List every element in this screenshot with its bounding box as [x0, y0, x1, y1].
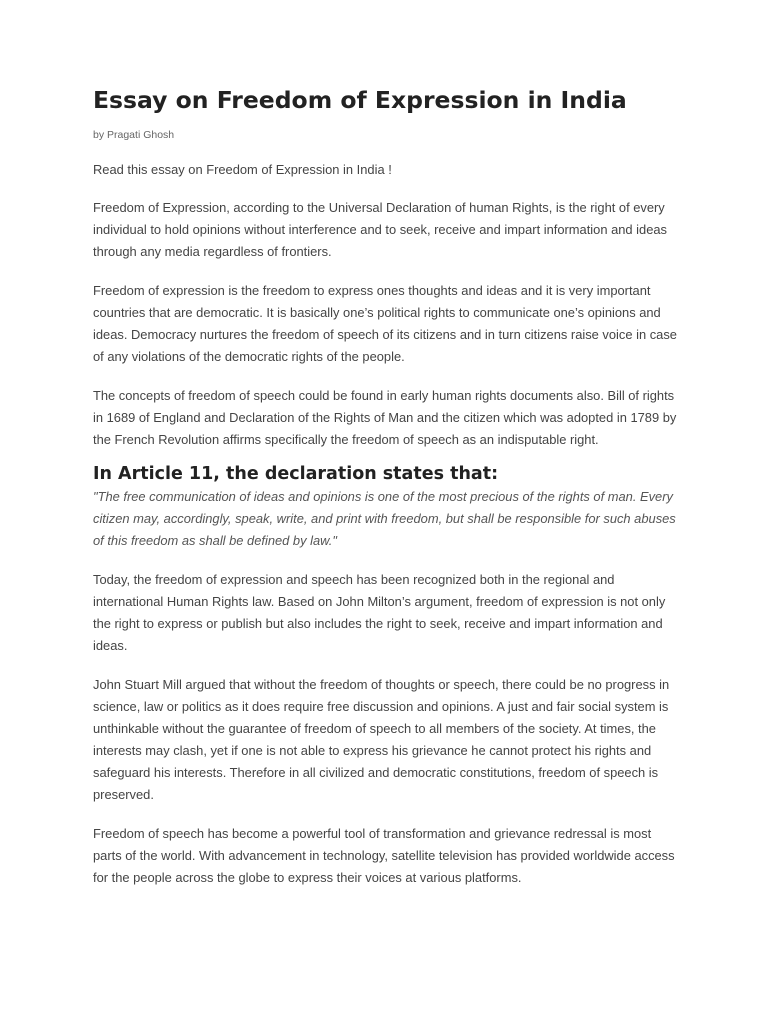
paragraph-5: John Stuart Mill argued that without the freedom of thoughts or speech, there could be no progress in science, law or politics as it does require free discussion and opinions. A just and fair social system is unthinkable without the guarantee of freedom of speech to all members of the society. At times, the interests may clash, yet if one is not able to express his grievance he cannot protect his rights and safeguard his interests. Therefore in all civilized and democratic constitutions, freedom of speech is preserved. [93, 677, 670, 802]
intro-paragraph: Read this essay on Freedom of Expression in India ! [93, 162, 392, 177]
article [93, 84, 683, 889]
declaration-quote: "The free communication of ideas and opinions is one of the most precious of the rights of man. Every citizen may, accordingly, speak, write, and print with freedom, but shall be responsible for such abuses of this freedom as shall be defined by law." [93, 489, 676, 548]
paragraph-2: Freedom of expression is the freedom to express ones thoughts and ideas and it is very important countries that are democratic. It is basically one’s political rights to communicate one’s opinions and ideas. Democracy nurtures the freedom of speech of its citizens and in turn citizens raise voice in case of any violations of the democratic rights of the people. [93, 283, 677, 364]
article-byline: by Pragati Ghosh [93, 129, 175, 141]
article-11-heading: In Article 11, the declaration states that: [93, 464, 499, 484]
article-title: Essay on Freedom of Expression in India [93, 86, 627, 114]
paragraph-1: Freedom of Expression, according to the Universal Declaration of human Rights, is the right of every individual to hold opinions without interference and to seek, receive and impart information and ideas through any media regardless of frontiers. [93, 200, 667, 259]
paragraph-6: Freedom of speech has become a powerful tool of transformation and grievance redressal is most parts of the world. With advancement in technology, satellite television has provided worldwide access for the people across the globe to express their voices at various platforms. [93, 826, 675, 885]
paragraph-4: Today, the freedom of expression and speech has been recognized both in the regional and international Human Rights law. Based on John Milton’s argument, freedom of expression is not only the right to express or publish but also includes the right to seek, receive and impart information and ideas. [93, 572, 666, 653]
paragraph-3: The concepts of freedom of speech could be found in early human rights documents also. Bill of rights in 1689 of England and Declaration of the Rights of Man and the citizen which was adopted in 1789 by the French Revolution affirms specifically the freedom of speech as an indisputable right. [93, 388, 677, 447]
